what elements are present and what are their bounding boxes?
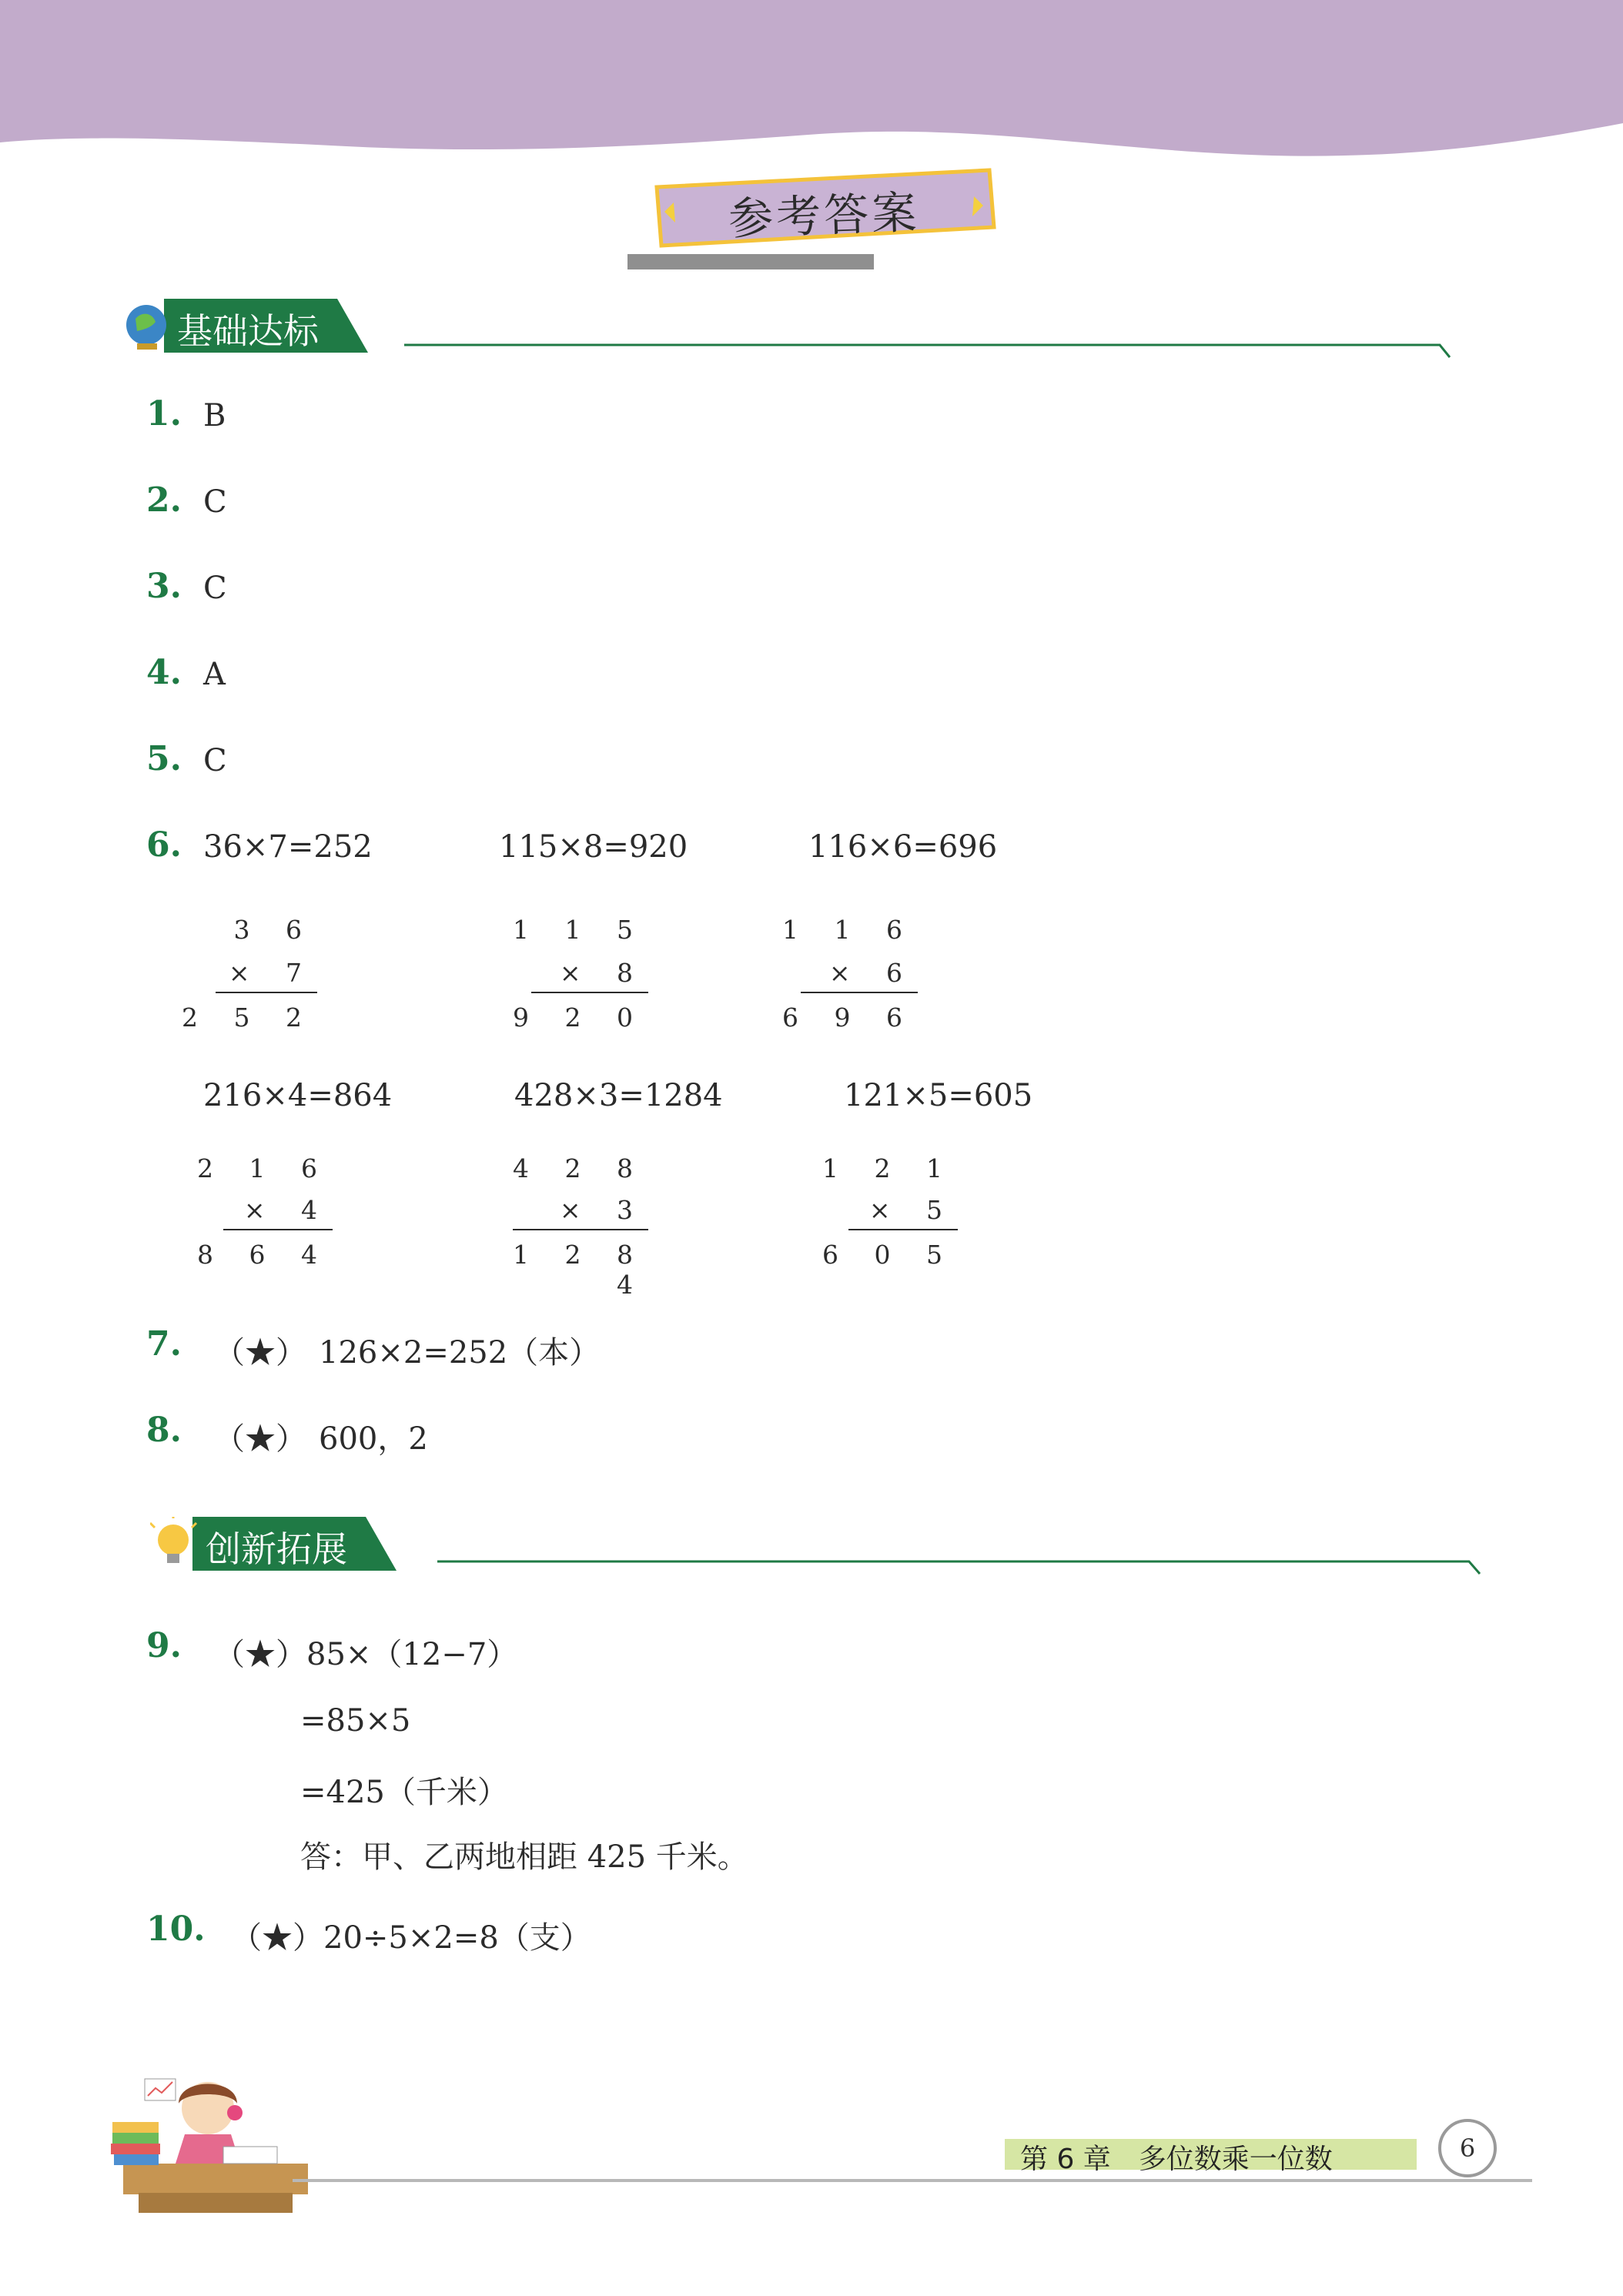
multiplier: × 7 — [228, 958, 316, 988]
equation: 216×4=864 — [203, 1078, 393, 1113]
answer-text: A — [203, 657, 226, 692]
answer-line: 答：甲、乙两地相距 425 千米。 — [300, 1839, 748, 1875]
vertical-calculation — [177, 1147, 331, 1278]
calc-rule — [531, 992, 648, 993]
section-divider — [437, 1555, 1484, 1575]
multiplicand: 1 2 1 — [822, 1153, 956, 1183]
equation: 121×5=605 — [844, 1078, 1033, 1113]
calc-rule — [223, 1229, 333, 1230]
section-title: 创新拓展 — [206, 1528, 347, 1570]
header-wave — [0, 0, 1623, 177]
multiplicand: 3 6 — [233, 915, 316, 945]
footer-rule — [293, 2179, 1532, 2182]
equation: 116×6=696 — [808, 829, 998, 865]
student-illustration — [108, 2048, 316, 2217]
product: 8 6 4 — [197, 1240, 331, 1270]
vertical-calculation — [162, 909, 316, 1039]
question-number: 1. — [146, 394, 182, 433]
star-marker: （★） — [214, 1335, 306, 1371]
product: 2 5 2 — [182, 1002, 316, 1033]
question-number: 10. — [146, 1909, 206, 1949]
calc-rule — [216, 992, 317, 993]
multiplier: × 4 — [243, 1195, 331, 1225]
answer-text: B — [203, 398, 226, 433]
product: 9 2 0 — [513, 1002, 647, 1033]
calc-rule — [848, 1229, 958, 1230]
multiplier: × 8 — [559, 958, 647, 988]
equation: 428×3=1284 — [514, 1078, 723, 1113]
section-title: 基础达标 — [177, 310, 319, 352]
multiplicand: 2 1 6 — [197, 1153, 331, 1183]
vertical-calculation — [802, 1147, 956, 1278]
page-number: 6 — [1438, 2119, 1497, 2177]
multiplicand: 1 1 5 — [513, 915, 647, 945]
question-number: 6. — [146, 825, 182, 865]
title-banner — [651, 166, 997, 250]
answer-line: （★）85×（12−7） — [214, 1637, 518, 1672]
question-number: 7. — [146, 1324, 182, 1364]
section-divider — [404, 339, 1451, 359]
page-title: 参考答案 — [728, 186, 921, 246]
section-tab-basic — [122, 299, 368, 353]
title-underbar — [627, 254, 874, 269]
answer-line: =425（千米） — [300, 1775, 508, 1810]
product: 6 0 5 — [822, 1240, 956, 1270]
answer-text: C — [203, 571, 227, 606]
multiplier: × 5 — [868, 1195, 956, 1225]
question-number: 3. — [146, 567, 182, 606]
vertical-calculation — [762, 909, 916, 1039]
multiplier: × 3 — [559, 1195, 647, 1225]
multiplier: × 6 — [828, 958, 916, 988]
equation: 36×7=252 — [203, 829, 373, 865]
section-tab-extension — [150, 1517, 397, 1571]
answer-text: 600，2 — [319, 1421, 428, 1457]
calc-rule — [801, 992, 918, 993]
chapter-label: 第 6 章 多位数乘一位数 — [1020, 2144, 1333, 2175]
answer-line: =85×5 — [300, 1703, 411, 1739]
star-marker: （★） — [214, 1421, 306, 1457]
question-number: 9. — [146, 1626, 182, 1665]
calc-rule — [513, 1229, 648, 1230]
question-number: 8. — [146, 1411, 182, 1450]
answer-text: C — [203, 743, 227, 778]
vertical-calculation — [493, 909, 647, 1039]
product: 6 9 6 — [782, 1002, 916, 1033]
answer-text: 126×2=252（本） — [319, 1335, 601, 1371]
product: 1 2 8 4 — [513, 1240, 647, 1300]
question-number: 5. — [146, 739, 182, 778]
answer-text: （★）20÷5×2=8（支） — [231, 1920, 591, 1956]
multiplicand: 1 1 6 — [782, 915, 916, 945]
multiplicand: 4 2 8 — [513, 1153, 647, 1183]
question-number: 4. — [146, 653, 182, 692]
answer-text: C — [203, 484, 227, 520]
equation: 115×8=920 — [499, 829, 688, 865]
question-number: 2. — [146, 480, 182, 520]
vertical-calculation — [493, 1147, 647, 1300]
